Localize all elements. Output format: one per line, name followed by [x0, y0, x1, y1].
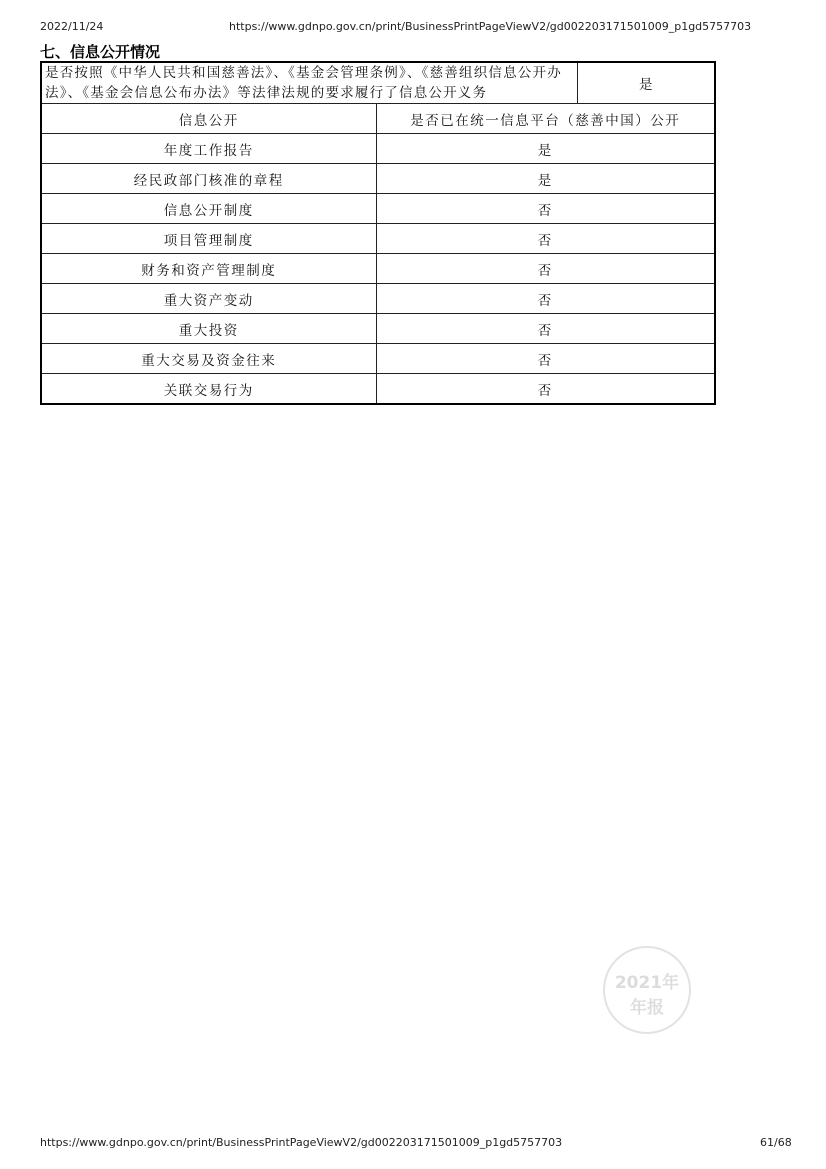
- page-number: 61/68: [760, 1136, 792, 1149]
- row-value: 否: [376, 254, 715, 284]
- row-value: 否: [376, 374, 715, 405]
- row-value: 否: [376, 314, 715, 344]
- row-value: 是: [376, 134, 715, 164]
- table-row: [41, 344, 715, 374]
- row-value: 否: [376, 344, 715, 374]
- row-item: 信息公开制度: [41, 194, 376, 224]
- print-date: 2022/11/24: [40, 20, 104, 33]
- compliance-answer: 是: [577, 62, 715, 104]
- stamp-line-2: 年报: [630, 998, 664, 1018]
- header-url: https://www.gdnpo.gov.cn/print/BusinessPrintPageViewV2/gd002203171501009_p1gd5757703: [229, 20, 752, 33]
- table-row: [41, 224, 715, 254]
- table-header-row: [41, 104, 715, 134]
- row-item: 年度工作报告: [41, 134, 376, 164]
- annual-report-stamp: [603, 946, 691, 1034]
- row-item: 经民政部门核准的章程: [41, 164, 376, 194]
- table-row: [41, 254, 715, 284]
- row-value: 否: [376, 284, 715, 314]
- table-row: [41, 314, 715, 344]
- section-title: 七、信息公开情况: [40, 43, 161, 61]
- compliance-question: 是否按照《中华人民共和国慈善法》、《基金会管理条例》、《慈善组织信息公开办法》、《基金会信息公布办法》等法律法规的要求履行了信息公开义务: [41, 62, 577, 104]
- stamp-line-1: 2021年: [614, 973, 680, 993]
- row-item: 项目管理制度: [41, 224, 376, 254]
- row-value: 否: [376, 194, 715, 224]
- footer-url: https://www.gdnpo.gov.cn/print/BusinessPrintPageViewV2/gd002203171501009_p1gd5757703: [40, 1136, 563, 1149]
- table-row: [41, 284, 715, 314]
- compliance-row: [41, 62, 715, 104]
- table-row: [41, 164, 715, 194]
- table-row: [41, 374, 715, 405]
- table-row: [41, 194, 715, 224]
- col-header-status: 是否已在统一信息平台（慈善中国）公开: [376, 104, 715, 134]
- row-value: 否: [376, 224, 715, 254]
- row-item: 重大交易及资金往来: [41, 344, 376, 374]
- row-value: 是: [376, 164, 715, 194]
- row-item: 财务和资产管理制度: [41, 254, 376, 284]
- row-item: 重大资产变动: [41, 284, 376, 314]
- row-item: 关联交易行为: [41, 374, 376, 405]
- col-header-item: 信息公开: [41, 104, 376, 134]
- row-item: 重大投资: [41, 314, 376, 344]
- table-row: [41, 134, 715, 164]
- info-disclosure-table: [40, 61, 716, 405]
